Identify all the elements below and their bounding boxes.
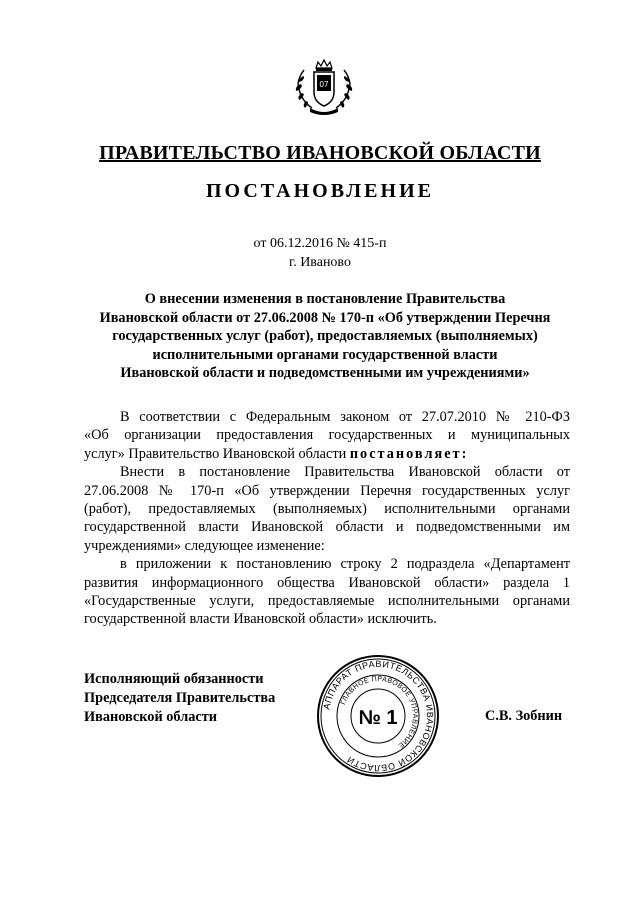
document-date-number: от 06.12.2016 № 415-п <box>253 236 387 251</box>
body-line: развития информационного общества Ивановской области» раздела 1 <box>84 574 570 591</box>
document-type: ПОСТАНОВЛЕНИЕ <box>206 180 434 202</box>
subject-line: государственных услуг (работ), предоставляемых (выполняемых) <box>112 328 538 345</box>
body-line: «Об организации предоставления государственных и муниципальных <box>84 427 570 444</box>
coat-of-arms-emblem <box>290 58 358 118</box>
body-line: учреждениями» следующее изменение: <box>84 537 325 554</box>
body-line: 27.06.2008 № 170-п «Об утверждении Перечня государственных услуг <box>84 482 570 499</box>
position-line: Председателя Правительства <box>84 690 276 706</box>
body-line: в приложении к постановлению строку 2 подраздела «Департамент <box>120 556 570 573</box>
body-line: Внести в постановление Правительства Ивановской области от <box>120 464 570 481</box>
seal-ring-text: АППАРАТ ПРАВИТЕЛЬСТВА ИВАНОВСКОЙ ОБЛАСТИ <box>321 658 436 774</box>
body-text: услуг» Правительство Ивановской области <box>84 445 350 462</box>
subject-line: Ивановской области от 27.06.2008 № 170-п «Об утверждении Перечня <box>99 309 551 326</box>
subject-line: исполнительными органами государственной власти <box>152 346 498 363</box>
body-line: государственной власти Ивановской области» исключить. <box>84 611 437 628</box>
document-body <box>84 408 570 629</box>
body-line <box>84 445 570 463</box>
svg-text:07: 07 <box>319 80 329 89</box>
body-line: государственной власти Ивановской области и подведомственными им <box>84 519 570 536</box>
document-subject <box>80 290 570 383</box>
decree-keyword: постановляет: <box>349 445 469 462</box>
body-line: «Государственные услуги, предоставляемые исполнительными органами <box>84 592 570 609</box>
signatory-name: С.В. Зобнин <box>485 708 563 724</box>
document-city: г. Иваново <box>289 255 351 270</box>
subject-line: О внесении изменения в постановление Правительства <box>144 291 506 307</box>
seal-inner-text: ГЛАВНОЕ ПРАВОВОЕ УПРАВЛЕНИЕ <box>339 675 419 749</box>
position-line: Ивановской области <box>84 709 217 725</box>
body-line: (работ), предоставляемых (выполняемых) исполнительными органами <box>84 500 570 517</box>
position-line: Исполняющий обязанности <box>84 671 264 687</box>
body-line: В соответствии с Федеральным законом от 27.07.2010 № 210-ФЗ <box>120 409 570 425</box>
signatory-position <box>84 670 275 727</box>
seal-center-number: № 1 <box>358 707 398 729</box>
subject-line: Ивановской области и подведомственными им учреждениями» <box>120 365 530 382</box>
government-title: ПРАВИТЕЛЬСТВО ИВАНОВСКОЙ ОБЛАСТИ <box>99 142 541 164</box>
official-seal <box>316 654 440 778</box>
